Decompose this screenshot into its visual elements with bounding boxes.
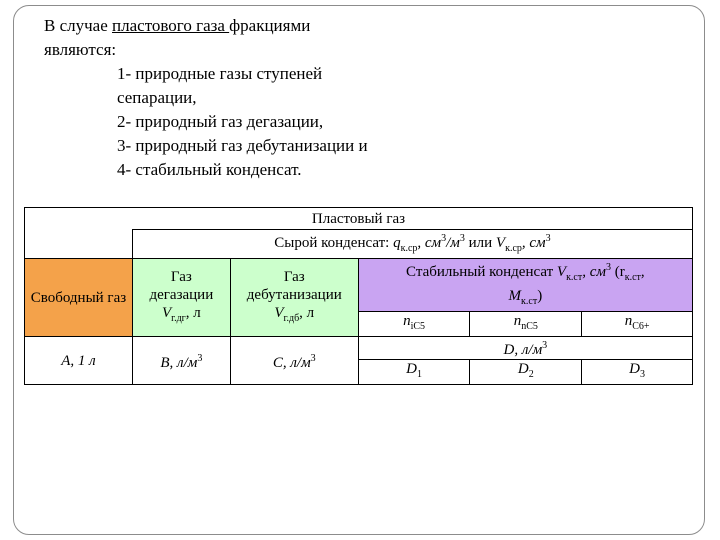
cell-c-text: C, л/м xyxy=(272,354,311,371)
intro-item-3: 3- природный газ дебутанизации и xyxy=(117,136,368,155)
raw-unit2: /м xyxy=(446,235,460,251)
stable-comma: , xyxy=(640,264,645,280)
cell-d3 xyxy=(582,360,693,385)
stable-v: V xyxy=(556,264,567,280)
raw-or: или xyxy=(464,235,496,251)
d3-sub: 3 xyxy=(640,369,646,380)
debut-unit: , л xyxy=(299,304,315,321)
d-header-text: D, л/м xyxy=(503,342,543,358)
stable-m: M xyxy=(508,288,522,304)
cell-b-sup: 3 xyxy=(197,352,203,364)
intro-line-1 xyxy=(44,14,684,38)
cell-b-text: B, л/м xyxy=(160,354,198,371)
intro-item-1: 1- природные газы ступеней xyxy=(117,64,323,83)
degas-line2: дегазации xyxy=(149,286,214,303)
intro-line-1-prefix: В случае xyxy=(44,16,113,35)
d1-d: D xyxy=(406,361,417,377)
header-degassing-gas xyxy=(132,259,230,337)
intro-item-1-cont: сепарации, xyxy=(117,88,197,107)
header-n-c6plus xyxy=(582,312,693,337)
degas-unit: , л xyxy=(185,304,201,321)
intro-line-2: являются: xyxy=(44,40,117,59)
cell-b xyxy=(132,337,230,385)
cell-a-text: A, 1 л xyxy=(61,352,96,369)
raw-condensate-prefix: Сырой конденсат: xyxy=(274,235,394,251)
cell-c xyxy=(230,337,358,385)
debut-volume xyxy=(233,304,356,328)
d-header-sup: 3 xyxy=(542,340,548,351)
header-raw-condensate xyxy=(132,230,692,259)
degas-v-sub: г.дг xyxy=(171,312,186,324)
n-nc5-sub: nC5 xyxy=(521,321,538,332)
intro-item-2: 2- природный газ дегазации, xyxy=(117,112,324,131)
raw-unit2-sup: 3 xyxy=(459,233,465,244)
d1-sub: 1 xyxy=(417,369,422,380)
stable-v-sub: к.ст xyxy=(566,272,583,283)
raw-v-sub: к.ср xyxy=(505,243,522,254)
stable-m-sub: к.ст xyxy=(521,296,538,307)
stable-line-1 xyxy=(361,259,690,287)
header-debutanization-gas xyxy=(230,259,358,337)
stable-line-2 xyxy=(361,287,690,311)
cell-c-sup: 3 xyxy=(310,352,316,364)
debut-line1: Газ xyxy=(283,268,305,285)
n-c6-sub: C6+ xyxy=(632,321,650,332)
debut-v: V xyxy=(274,304,284,321)
empty-cell-free-gas-top xyxy=(25,230,133,259)
cell-d1 xyxy=(358,360,470,385)
header-free-gas: Свободный газ xyxy=(25,259,133,337)
debut-v-sub: г.дб xyxy=(283,312,300,324)
fraction-table xyxy=(24,207,693,385)
stable-prefix: Стабильный конденсат xyxy=(406,264,557,280)
cell-d2 xyxy=(470,360,582,385)
n-ic5-sub: iC5 xyxy=(410,321,426,332)
n-ic5-n: n xyxy=(403,313,411,329)
raw-q-sub: к.ср xyxy=(400,243,418,254)
stable-unit-sup: 3 xyxy=(605,262,611,273)
stable-close: ) xyxy=(537,288,543,304)
header-reservoir-gas: Пластовый газ xyxy=(25,208,693,230)
header-d xyxy=(358,337,692,360)
degas-line1: Газ xyxy=(170,268,192,285)
degas-volume xyxy=(135,304,228,328)
stable-r-sub: к.ст xyxy=(624,272,641,283)
raw-q: q xyxy=(393,235,401,251)
stable-unit: , см xyxy=(582,264,606,280)
stable-paren: (r xyxy=(610,264,625,280)
intro-line-1-suffix: фракциями xyxy=(229,16,311,35)
intro-line-1-term: пластового газа xyxy=(112,16,230,35)
n-nc5-n: n xyxy=(513,313,522,329)
header-n-ic5 xyxy=(358,312,470,337)
cell-a xyxy=(25,337,133,385)
raw-unit1-sup: 3 xyxy=(441,233,447,244)
d2-d: D xyxy=(517,361,529,377)
n-c6-n: n xyxy=(624,313,633,329)
raw-unit1: , см xyxy=(417,235,442,251)
raw-unit3: , см xyxy=(521,235,546,251)
d2-sub: 2 xyxy=(528,369,534,380)
degas-v: V xyxy=(161,304,172,321)
header-stable-condensate xyxy=(358,259,692,312)
raw-v: V xyxy=(495,235,506,251)
debut-line2: дебутанизации xyxy=(246,286,342,303)
d3-d: D xyxy=(629,361,641,377)
raw-unit3-sup: 3 xyxy=(545,233,551,244)
intro-text xyxy=(44,14,684,182)
header-n-nc5 xyxy=(470,312,582,337)
intro-item-4: 4- стабильный конденсат. xyxy=(117,160,302,179)
